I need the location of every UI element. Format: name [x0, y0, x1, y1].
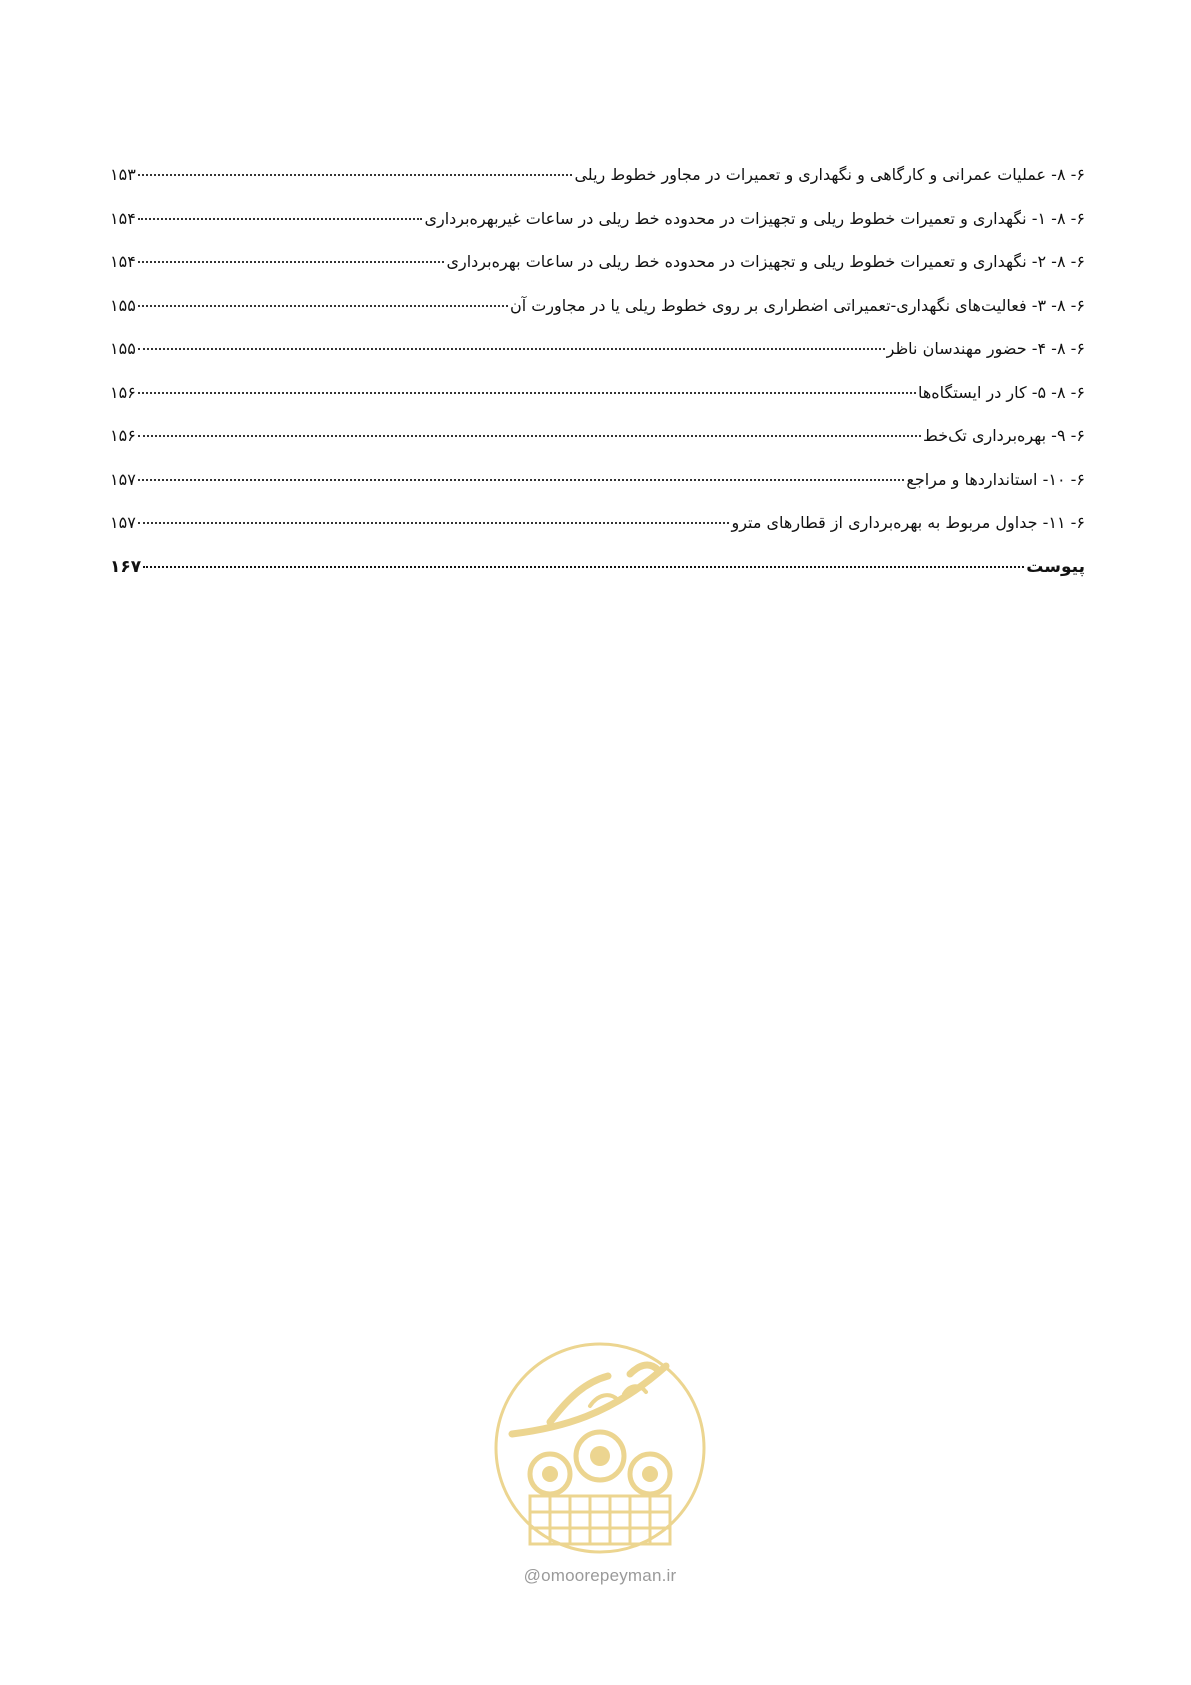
toc-entry[interactable] — [110, 208, 1085, 252]
toc-entry-page: ۱۵۵ — [110, 295, 136, 315]
toc-leader-dots — [143, 566, 1024, 568]
toc-entry-page: ۱۵۶ — [110, 426, 136, 445]
toc-entry[interactable] — [110, 425, 1085, 469]
toc-entry-page: ۱۵۴ — [110, 208, 136, 228]
toc-entry-page: ۱۵۳ — [110, 165, 136, 184]
toc-entry[interactable] — [110, 164, 1085, 208]
toc-leader-dots — [138, 435, 921, 437]
toc-entry-page: ۱۵۶ — [110, 382, 136, 402]
toc-leader-dots — [138, 479, 905, 481]
toc-leader-dots — [138, 392, 916, 394]
toc-entry-appendix[interactable] — [110, 556, 1085, 600]
toc-entry[interactable] — [110, 338, 1085, 382]
toc-leader-dots — [138, 218, 423, 220]
watermark-url: @omoorepeyman.ir — [523, 1566, 677, 1585]
toc-entry-title: پیوست — [1026, 556, 1085, 577]
toc-entry[interactable] — [110, 469, 1085, 513]
toc-entry-page: ۱۵۴ — [110, 252, 136, 271]
logo-emblem-icon — [490, 1336, 710, 1561]
table-of-contents — [110, 164, 1085, 599]
toc-entry-title: ۶- ۸- ۳- فعالیت‌های نگهداری-تعمیراتی اضطراری بر روی خطوط ریلی یا در مجاورت آن — [509, 295, 1085, 315]
toc-leader-dots — [138, 174, 573, 176]
toc-entry-title: ۶- ۸- ۲- نگهداری و تعمیرات خطوط ریلی و تجهیزات در محدوده خط ریلی در ساعات بهره‌برداری — [446, 252, 1085, 271]
toc-entry[interactable] — [110, 251, 1085, 295]
toc-leader-dots — [138, 522, 730, 524]
toc-entry-page: ۱۵۷ — [110, 513, 136, 532]
toc-entry-page: ۱۶۷ — [110, 556, 142, 577]
toc-entry-title: ۶- ۹- بهره‌برداری تک‌خط — [923, 426, 1085, 445]
toc-entry[interactable] — [110, 295, 1085, 339]
toc-entry-title: ۶- ۱۱- جداول مربوط به بهره‌برداری از قطارهای مترو — [731, 513, 1085, 532]
toc-entry-page: ۱۵۵ — [110, 339, 136, 358]
toc-entry-title: ۶- ۸- ۱- نگهداری و تعمیرات خطوط ریلی و تجهیزات در محدوده خط ریلی در ساعات غیربهره‌برداری — [424, 208, 1085, 228]
toc-entry[interactable] — [110, 382, 1085, 426]
toc-leader-dots — [138, 261, 445, 263]
toc-leader-dots — [138, 348, 885, 350]
toc-entry-title: ۶- ۸- عملیات عمرانی و کارگاهی و نگهداری و تعمیرات در مجاور خطوط ریلی — [574, 165, 1085, 184]
toc-entry-title: ۶- ۸- ۴- حضور مهندسان ناظر — [886, 339, 1085, 358]
toc-entry-title: ۶- ۱۰- استانداردها و مراجع — [906, 469, 1085, 489]
watermark-logo — [490, 1336, 710, 1586]
toc-entry-page: ۱۵۷ — [110, 469, 136, 489]
toc-entry-title: ۶- ۸- ۵- کار در ایستگاه‌ها — [917, 382, 1085, 402]
toc-leader-dots — [138, 305, 508, 307]
toc-entry[interactable] — [110, 512, 1085, 556]
